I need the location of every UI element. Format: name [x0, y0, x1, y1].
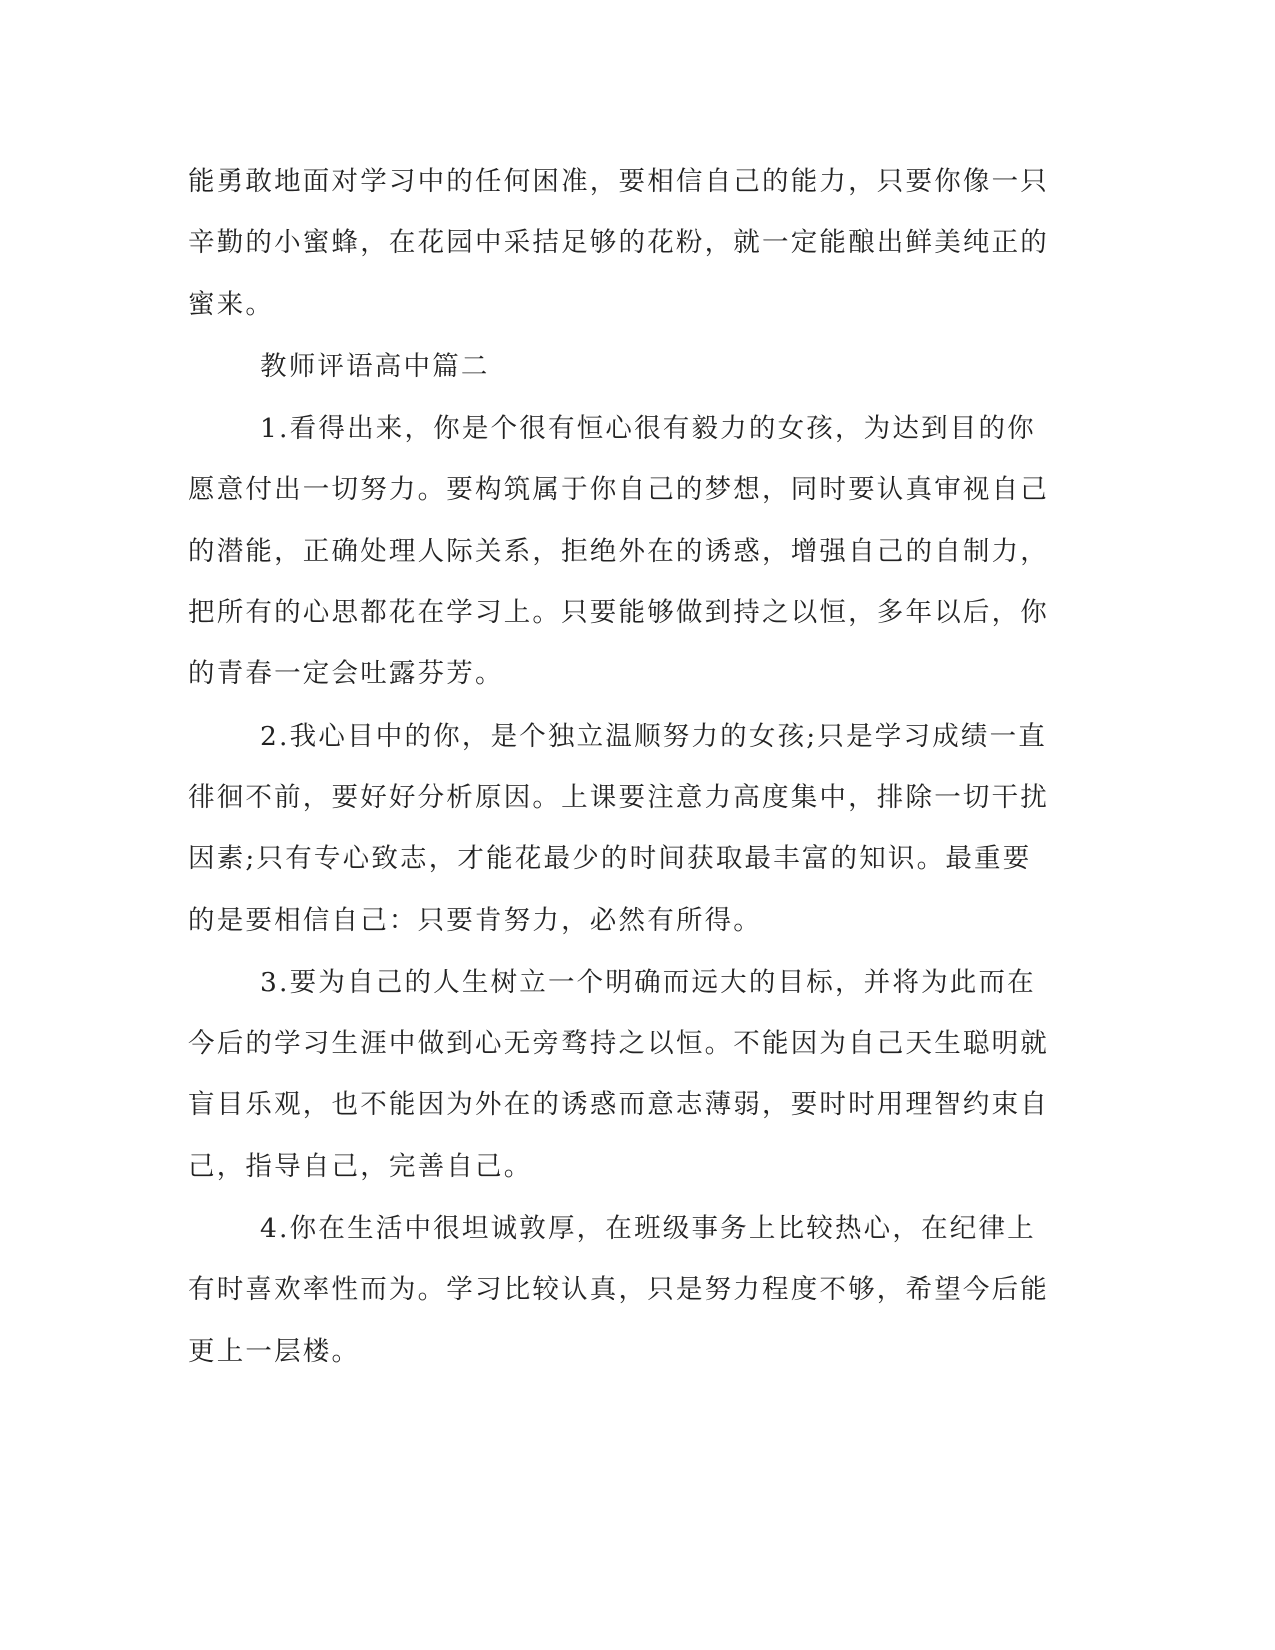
- comment-item-2: 2.我心目中的你，是个独立温顺努力的女孩;只是学习成绩一直徘徊不前，要好好分析原因。上课要注意力高度集中，排除一切干扰因素;只有专心致志，才能花最少的时间获取最丰富的知识。最重要的是要相信自己：只要肯努力，必然有所得。: [188, 720, 1049, 936]
- comment-item-1: 1.看得出来，你是个很有恒心很有毅力的女孩，为达到目的你愿意付出一切努力。要构筑属于你自己的梦想，同时要认真审视自己的潜能，正确处理人际关系，拒绝外在的诱惑，增强自己的自制力，把所有的心思都花在学习上。只要能够做到持之以恒，多年以后，你的青春一定会吐露芬芳。: [188, 413, 1049, 690]
- paragraph-continuation: 能勇敢地面对学习中的任何困准，要相信自己的能力，只要你像一只辛勤的小蜜蜂，在花园中采拮足够的花粉，就一定能酿出鲜美纯正的蜜来。: [188, 166, 1049, 320]
- section-heading: 教师评语高中篇二: [260, 350, 490, 382]
- comment-item-3: 3.要为自己的人生树立一个明确而远大的目标，并将为此而在今后的学习生涯中做到心无旁骛持之以恒。不能因为自己天生聪明就盲目乐观，也不能因为外在的诱惑而意志薄弱，要时时用理智约束自己，指导自己，完善自己。: [188, 966, 1049, 1182]
- document-body: [188, 151, 1058, 1383]
- comment-item-4: 4.你在生活中很坦诚敦厚，在班级事务上比较热心，在纪律上有时喜欢率性而为。学习比较认真，只是努力程度不够，希望今后能更上一层楼。: [188, 1213, 1049, 1367]
